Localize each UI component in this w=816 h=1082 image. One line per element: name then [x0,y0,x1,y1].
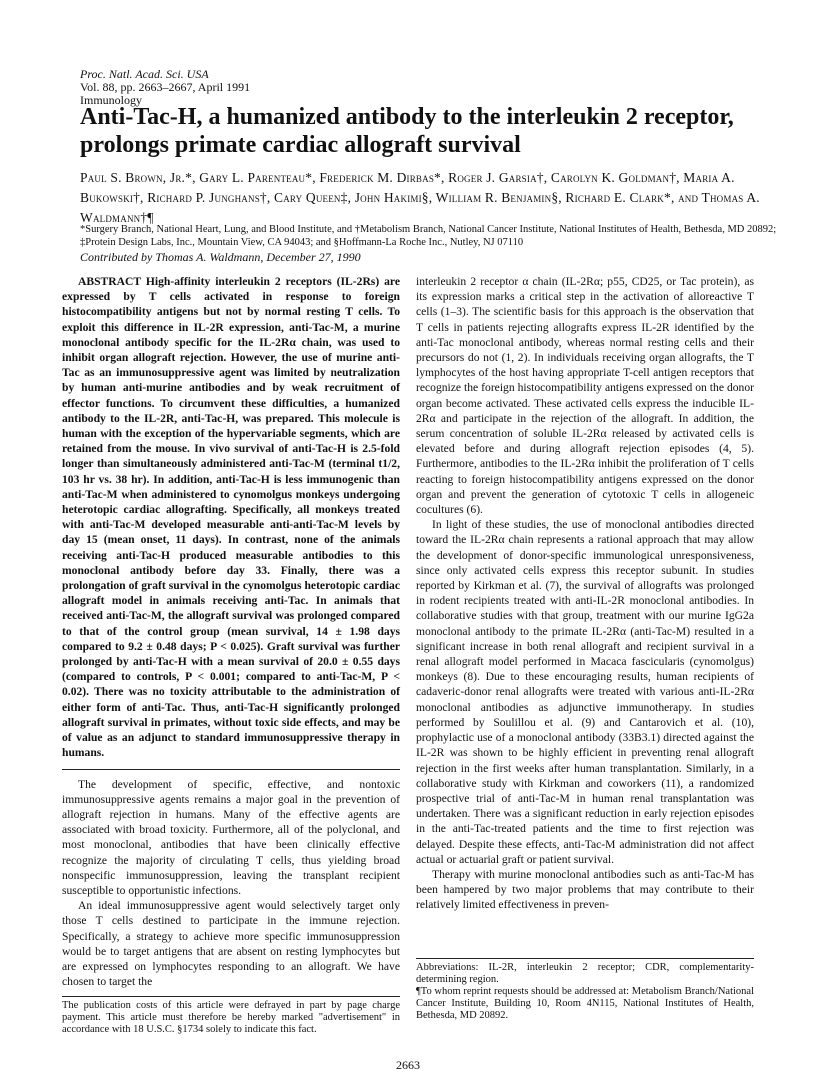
journal-name: Proc. Natl. Acad. Sci. USA [80,67,209,81]
publication-cost-note: The publication costs of this article were defrayed in part by page charge payment. This article must therefore be hereby marked "advertisement" in accordance with 18 U.S.C. §1734 solely to indicate this fact. [62,1000,400,1035]
publication-cost-footnote [62,996,400,1036]
abstract: ABSTRACT High-affinity interleukin 2 receptors (IL-2Rs) are expressed by T cells activated in response to foreign histocompatibility antigens but not by normal resting T cells. To exploit this difference in IL-2R expression, anti-Tac-M, a murine monoclonal antibody specific for the IL-2Rα chain, was used to inhibit organ allograft rejection. However, the use of murine anti-Tac as an immunosuppressive agent was limited by neutralization by human anti-murine antibodies and by weak recruitment of effector functions. To circumvent these difficulties, a humanized antibody to the IL-2R, anti-Tac-H, was prepared. This molecule is human with the exception of the hypervariable segments, which are retained from the mouse. In vivo survival of anti-Tac-H is 2.5-fold longer than simultaneously administered anti-Tac-M (terminal t1/2, 103 hr vs. 38 hr). In addition, anti-Tac-H is less immunogenic than anti-Tac-M when administered to cynomolgus monkeys undergoing heterotopic cardiac allografting. Specifically, all monkeys treated with anti-Tac-M developed measurable anti-anti-Tac-M levels by day 15 (mean onset, 11 days). In contrast, none of the animals receiving anti-Tac-H produced measurable antibodies to this monoclonal antibody before day 33. Finally, there was a prolongation of graft survival in the cynomolgus heterotopic cardiac allograft model in animals receiving anti-Tac. In animals that received anti-Tac-M, the allograft survival was prolonged compared to that of the control group (mean survival, 14 ± 1.98 days compared to 9.2 ± 0.48 days; P < 0.025). Graft survival was further prolonged by anti-Tac-H with a mean survival of 20.0 ± 0.55 days (compared to controls, P < 0.001; compared to anti-Tac-M, P < 0.02). There was no toxicity attributable to the administration of either form of anti-Tac. Thus, anti-Tac-H significantly prolonged allograft survival in primates, without toxic side effects, and may be of value as an adjunct to standard immunosuppressive therapy in humans. [62,275,400,760]
body-paragraph: The development of specific, effective, and nontoxic immunosuppressive agents remains a major goal in the prevention of allograft rejection in humans. Many of the effective agents are associated with broad toxicity. Furthermore, all of the polyclonal, and most monoclonal, antibodies that have been clinically effective recognize the majority of circulating T cells, thus yielding broad nonspecific immunosuppression, leaving the transplant recipient susceptible to opportunistic infections. [62,777,400,897]
body-paragraph: In light of these studies, the use of monoclonal antibodies directed toward the IL-2Rα chain represents a rational approach that may allow the development of donor-specific immunological unresponsiveness, since only activated cells express this receptor subunit. In studies reported by Kirkman et al. (7), the survival of allografts was prolonged in rodent recipients treated with anti-IL-2R monoclonal antibodies. In collaborative studies with that group, treatment with our murine IgG2a monoclonal antibody to the primate IL-2Rα (anti-Tac-M) resulted in a significant increase in both renal allograft and recipient survival in a renal allograft model performed in Macaca fascicularis (cynomolgus) monkeys (8). Due to these encouraging results, human recipients of cadaveric-donor renal allografts were treated with various anti-IL-2Rα monoclonal antibodies as adjunctive immunotherapy. In studies performed by Soulillou et al. (9) and Cantarovich et al. (10), prophylactic use of a monoclonal antibody (33B3.1) directed against the IL-2R was shown to be highly efficient in preventing renal allograft rejection in the first weeks after human transplantation. Similarly, in a collaborative study with Kirkman and coworkers (11), a randomized prospective trial of anti-Tac-M in human renal transplantation was undertaken. There was a significant reduction in early rejection episodes in the anti-Tac-treated patients and the time to first rejection was delayed. Despite these effects, anti-Tac-M administration did not affect actual or actuarial graft or patient survival. [416,518,754,866]
abstract-divider [62,769,400,770]
footnotes [416,958,754,1022]
left-column [62,274,400,989]
page-number: 2663 [396,1058,420,1072]
affiliations: *Surgery Branch, National Heart, Lung, and Blood Institute, and †Metabolism Branch, National Cancer Institute, National Institutes of Health, Bethesda, MD 20892; ‡Protein Design Labs, Inc., Mountain View, CA 94043; and §Hoffmann-La Roche Inc., Nutley, NJ 07110 [80,224,777,248]
right-column [416,274,754,913]
journal-section: Immunology [80,93,142,107]
journal-header [80,68,250,107]
body-paragraph: interleukin 2 receptor α chain (IL-2Rα; p55, CD25, or Tac protein), as its expression marks a critical step in the activation of alloreactive T cells (1–3). The scientific basis for this approach is the observation that T cells in patients rejecting allografts express IL-2R identified by the anti-Tac monoclonal antibody, whereas normal resting cells and their precursors do not (1, 2). In individuals receiving organ allografts, the T lymphocytes of the host having appropriate T-cell antigen receptors that recognize the foreign histocompatibility antigens expressed on the donor organ become activated. These activated cells express the inducible IL-2Rα and participate in the rejection of the allograft. In addition, the serum concentration of soluble IL-2Rα released by activated cells is elevated before and during allograft rejection episodes (4, 5). Furthermore, antibodies to the IL-2Rα inhibit the proliferation of T cells reacting to foreign histocompatibility antigens expressed on the donor organ and prevent the generation of cytotoxic T cells in allogeneic cocultures (6). [416,275,754,517]
abbreviations-footnote: Abbreviations: IL-2R, interleukin 2 receptor; CDR, complementarity-determining region. [416,962,754,985]
article-title: Anti-Tac-H, a humanized antibody to the interleukin 2 receptor, prolongs primate cardiac allograft survival [80,104,734,158]
body-paragraph: Therapy with murine monoclonal antibodies such as anti-Tac-M has been hampered by two major problems that may contribute to their relatively limited effectiveness in preven- [416,867,754,912]
body-paragraph: An ideal immunosuppressive agent would selectively target only those T cells destined to participate in the immune rejection. Specifically, a strategy to achieve more specific immunosuppression would be to target antigens that are absent on resting lymphocytes but are expressed on lymphocytes responding to an allograft. We have chosen to target the [62,899,400,989]
contributed-by: Contributed by Thomas A. Waldmann, December 27, 1990 [80,250,361,264]
author-list: Paul S. Brown, Jr.*, Gary L. Parenteau*, Frederick M. Dirbas*, Roger J. Garsia†, Carolyn K. Goldman†, Maria A. Bukowski†, Richard P. Junghans†, Cary Queen‡, John Hakimi§, William R. Benjamin§, Richard E. Clark*, and Thomas A. Waldmann†¶ [80,170,760,225]
journal-volume: Vol. 88, pp. 2663–2667, April 1991 [80,80,251,94]
reprint-footnote: ¶To whom reprint requests should be addressed at: Metabolism Branch/National Cancer Institute, Building 10, Room 4N115, National Institutes of Health, Bethesda, MD 20892. [416,986,754,1021]
